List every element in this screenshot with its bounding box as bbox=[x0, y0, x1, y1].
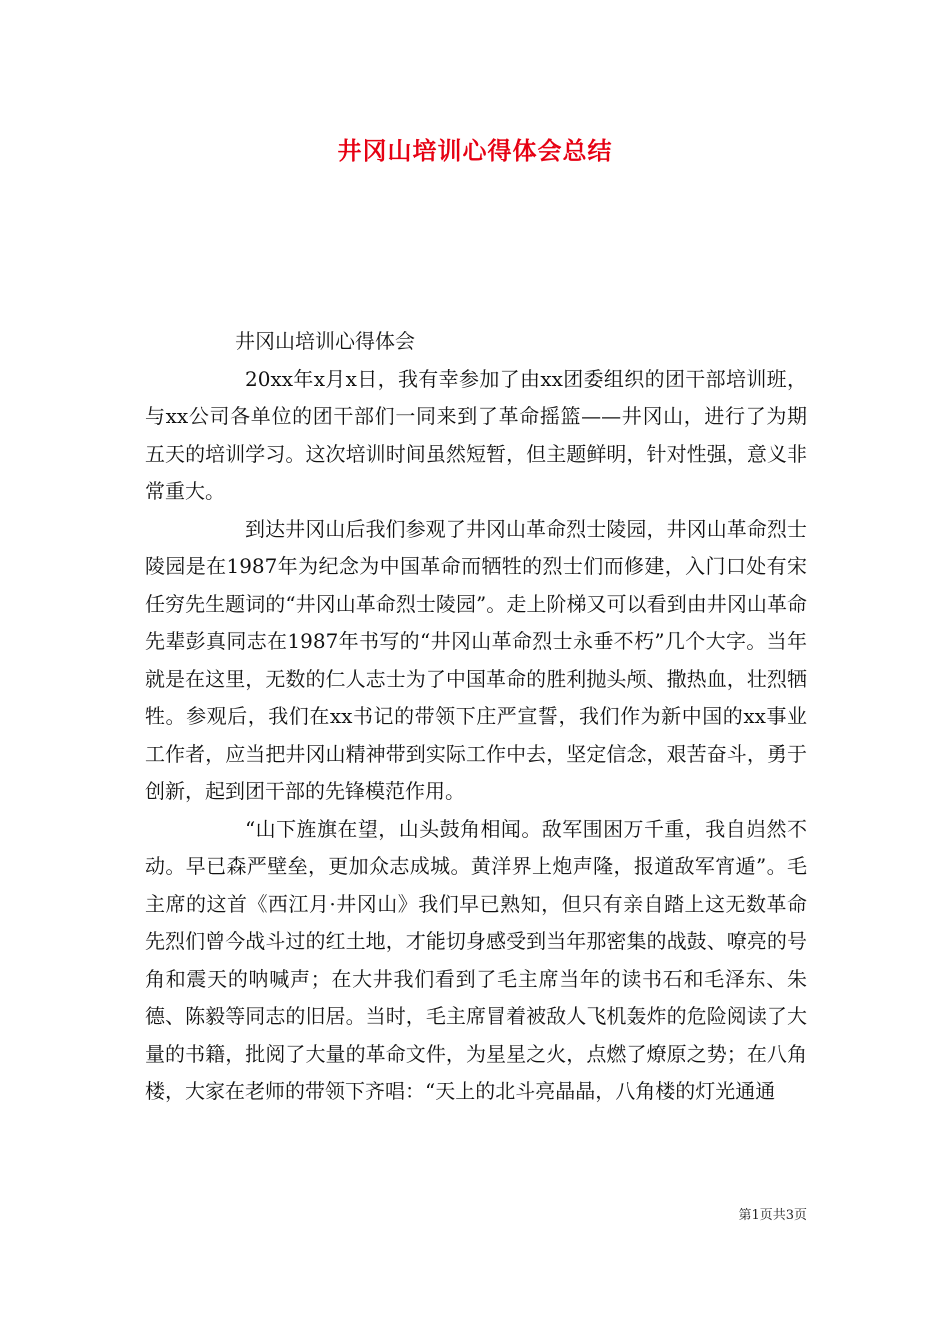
page-number-footer: 第1页共3页 bbox=[738, 1208, 807, 1223]
document-subheading: 井冈山培训心得体会 bbox=[235, 329, 415, 353]
document-title: 井冈山培训心得体会总结 bbox=[337, 136, 613, 165]
document-body bbox=[145, 323, 807, 1111]
paragraph-1: 20xx年x月x日，我有幸参加了由xx团委组织的团干部培训班，与xx公司各单位的团干部们一同来到了革命摇篮——井冈山，进行了为期五天的培训学习。这次培训时间虽然短暂，但主题鲜明，针对性强，意义非常重大。 bbox=[145, 366, 807, 503]
paragraph-2: 到达井冈山后我们参观了井冈山革命烈士陵园，井冈山革命烈士陵园是在1987年为纪念为中国革命而牺牲的烈士们而修建，入门口处有宋任穷先生题词的“井冈山革命烈士陵园”。走上阶梯又可以看到由井冈山革命先辈彭真同志在1987年书写的“井冈山革命烈士永垂不朽”几个大字。当年就是在这里，无数的仁人志士为了中国革命的胜利抛头颅、撒热血，壮烈牺牲。参观后，我们在xx书记的带领下庄严宣誓，我们作为新中国的xx事业工作者，应当把井冈山精神带到实际工作中去，坚定信念，艰苦奋斗，勇于创新，起到团干部的先锋模范作用。 bbox=[145, 516, 807, 803]
paragraph-3: “山下旌旗在望，山头鼓角相闻。敌军围困万千重，我自岿然不动。早已森严壁垒，更加众志成城。黄洋界上炮声隆，报道敌军宵遁”。毛主席的这首《西江月·井冈山》我们早已熟知，但只有亲自踏上这无数革命先烈们曾今战斗过的红土地，才能切身感受到当年那密集的战鼓、嘹亮的号角和震天的呐喊声；在大井我们看到了毛主席当年的读书石和毛泽东、朱德、陈毅等同志的旧居。当时，毛主席冒着被敌人飞机轰炸的危险阅读了大量的书籍，批阅了大量的革命文件，为星星之火，点燃了燎原之势；在八角楼，大家在老师的带领下齐唱：“天上的北斗亮晶晶，八角楼的灯光通通 bbox=[145, 816, 807, 1103]
